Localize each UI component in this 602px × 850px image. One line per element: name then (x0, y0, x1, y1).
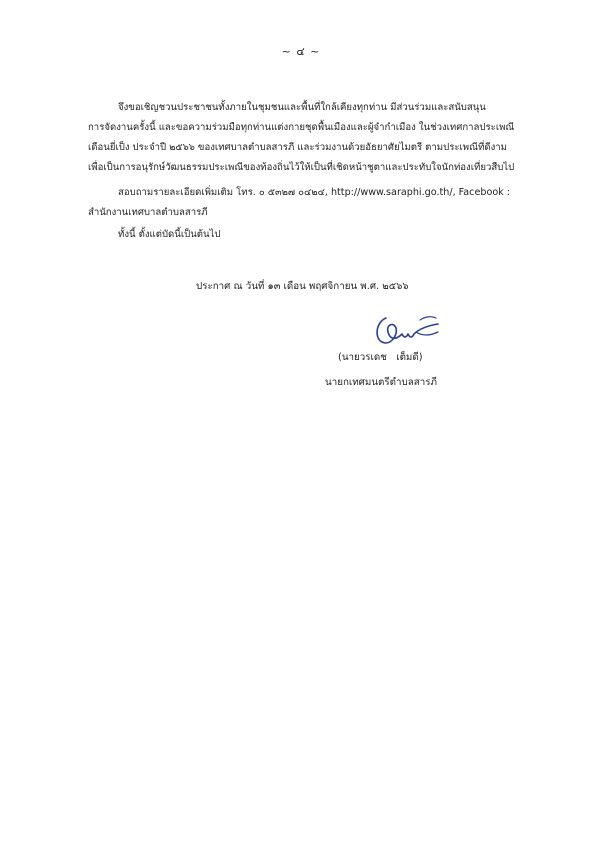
paragraph-line: สำนักงานเทศบาลตำบลสารภี (88, 207, 208, 218)
paragraph-line: ทั้งนี้ ตั้งแต่บัดนี้เป็นต้นไป (118, 229, 221, 240)
paragraph-line: เพื่อเป็นการอนุรักษ์วัฒนธรรมประเพณีของท้องถิ่นไว้ให้เป็นที่เชิดหน้าชูตาและประทับใจนักท่องเที่ยวสืบไป (88, 162, 515, 173)
signatory-title: นายกเทศมนตรีตำบลสารภี (325, 377, 437, 388)
signature-image (372, 310, 444, 354)
page-number: ~ ๔ ~ (281, 45, 321, 58)
announcement-date: ประกาศ ณ วันที่ ๑๓ เดือน พฤศจิกายน พ.ศ. ๒๕๖๖ (196, 281, 409, 292)
body-paragraph-1 (88, 98, 550, 178)
signatory-name: (นายวรเดช เต็มดี) (338, 352, 423, 363)
paragraph-line: การจัดงานครั้งนี้ และขอความร่วมมือทุกท่านแต่งกายชุดพื้นเมืองและผู้จำกำเมือง ในช่วงเทศกาลประเพณี (88, 122, 515, 133)
paragraph-line: สอบถามรายละเอียดเพิ่มเติม โทร. ๐ ๕๓๒๗ ๐๔๒๔, http://www.saraphi.go.th/, Facebook : (118, 187, 511, 198)
paragraph-line: เดือนยี่เป็ง ประจำปี ๒๕๖๖ ของเทศบาลตำบลสารภี และร่วมงานด้วยอัธยาศัยไมตรี ตามประเพณีที่ดีงาม (88, 142, 507, 153)
body-paragraph-2 (88, 183, 550, 223)
paragraph-line: จึงขอเชิญชวนประชาชนทั้งภายในชุมชนและพื้นที่ใกล้เคียงทุกท่าน มีส่วนร่วมและสนับสนุน (118, 102, 486, 113)
body-paragraph-3 (88, 225, 550, 245)
